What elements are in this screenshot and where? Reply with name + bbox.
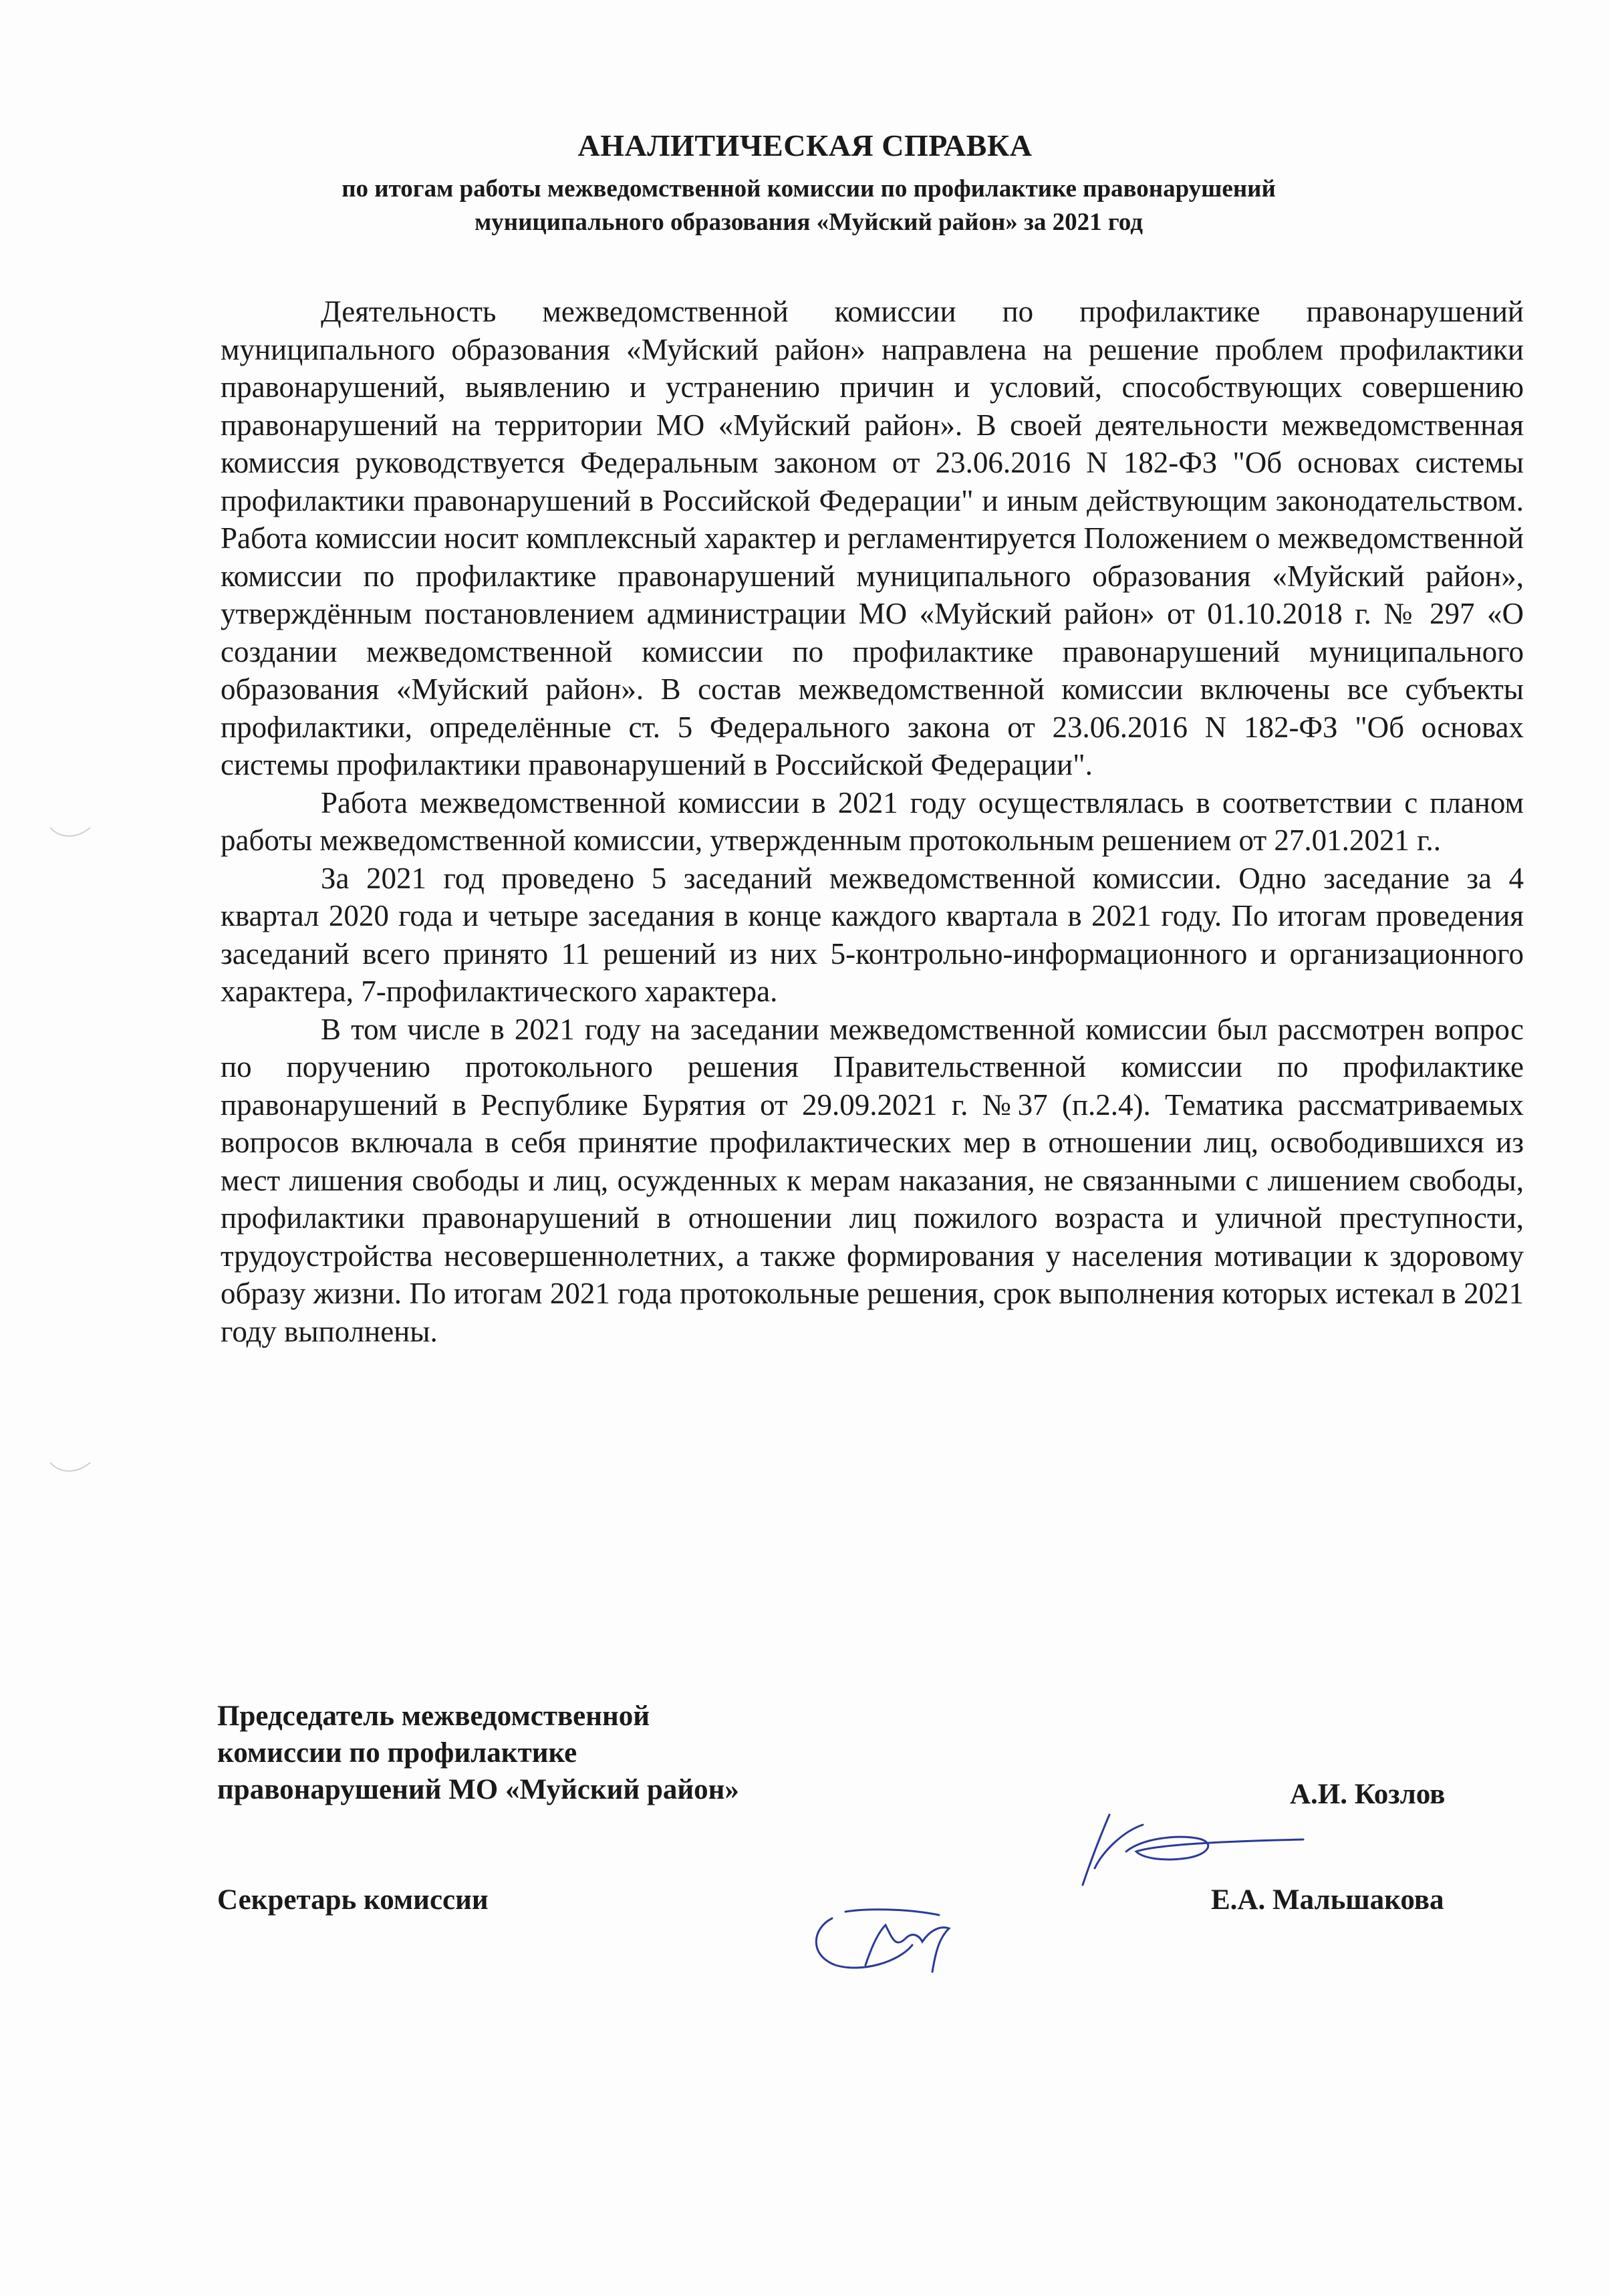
secretary-signature: [805, 1898, 979, 1975]
paragraph-3: За 2021 год проведено 5 заседаний межведомственной комиссии. Одно заседание за 4 квартал 2020 года и четыре заседания в конце каждого квартала в 2021 году. По итогам проведения заседаний всего принято 11 решений из них 5-контрольно-информационного и организационного характера, 7-профилактического характера.: [221, 861, 1524, 1008]
document-title: АНАЛИТИЧЕСКАЯ СПРАВКА: [577, 128, 1033, 162]
chair-signature: [1063, 1805, 1310, 1892]
document-subtitle: [254, 172, 1363, 239]
document-body: [221, 293, 1524, 1350]
chair-title-line-2: комиссии по профилактике: [217, 1737, 577, 1769]
chair-title-line-3: правонарушений МО «Муйский район»: [217, 1774, 739, 1805]
secretary-name: Е.А. Мальшакова: [1211, 1884, 1444, 1916]
chair-name: А.И. Козлов: [1290, 1779, 1446, 1810]
secretary-label: Секретарь комиссии: [217, 1884, 489, 1916]
margin-mark-2: [47, 1457, 94, 1481]
margin-mark-1: [47, 822, 94, 846]
subtitle-line-2: муниципального образования «Муйский район» за 2021 год: [475, 209, 1143, 236]
paragraph-1: Деятельность межведомственной комиссии по профилактике правонарушений муниципального образования «Муйский район» направлена на решение проблем профилактики правонарушений, выявлению и устранению причин и условий, способствующих совершению правонарушений на территории МО «Муйский район». В своей деятельности межведомственная комиссия руководствуется Федеральным законом от 23.06.2016 N 182-ФЗ "Об основах системы профилактики правонарушений в Российской Федерации" и иным действующим законодательством. Работа комиссии носит комплексный характер и регламентируется Положением о межведомственной комиссии по профилактике правонарушений муниципального образования «Муйский район», утверждённым постановлением администрации МО «Муйский район» от 01.10.2018 г. № 297 «О создании межведомственной комиссии по профилактике правонарушений муниципального образования «Муйский район». В состав межведомственной комиссии включены все субъекты профилактики, определённые ст. 5 Федерального закона от 23.06.2016 N 182-ФЗ "Об основах системы профилактики правонарушений в Российской Федерации".: [221, 295, 1524, 781]
paragraph-4: В том числе в 2021 году на заседании межведомственной комиссии был рассмотрен вопрос по поручению протокольного решения Правительственной комиссии по профилактике правонарушений в Республике Бурятия от 29.09.2021 г. №37 (п.2.4). Тематика рассматриваемых вопросов включала в себя принятие профилактических мер в отношении лиц, освободившихся из мест лишения свободы и лиц, осужденных к мерам наказания, не связанными с лишением свободы, профилактики правонарушений в отношении лиц пожилого возраста и уличной преступности, трудоустройства несовершеннолетних, а также формирования у населения мотивации к здоровому образу жизни. По итогам 2021 года протокольные решения, срок выполнения которых истекал в 2021 году выполнены.: [221, 1012, 1524, 1348]
subtitle-line-1: по итогам работы межведомственной комиссии по профилактике правонарушений: [342, 175, 1276, 203]
chair-title: [217, 1698, 1019, 1808]
paragraph-2: Работа межведомственной комиссии в 2021 году осуществлялась в соответствии с планом работы межведомственной комиссии, утвержденным протокольным решением от 27.01.2021 г..: [221, 785, 1524, 857]
chair-title-line-1: Председатель межведомственной: [217, 1700, 650, 1732]
